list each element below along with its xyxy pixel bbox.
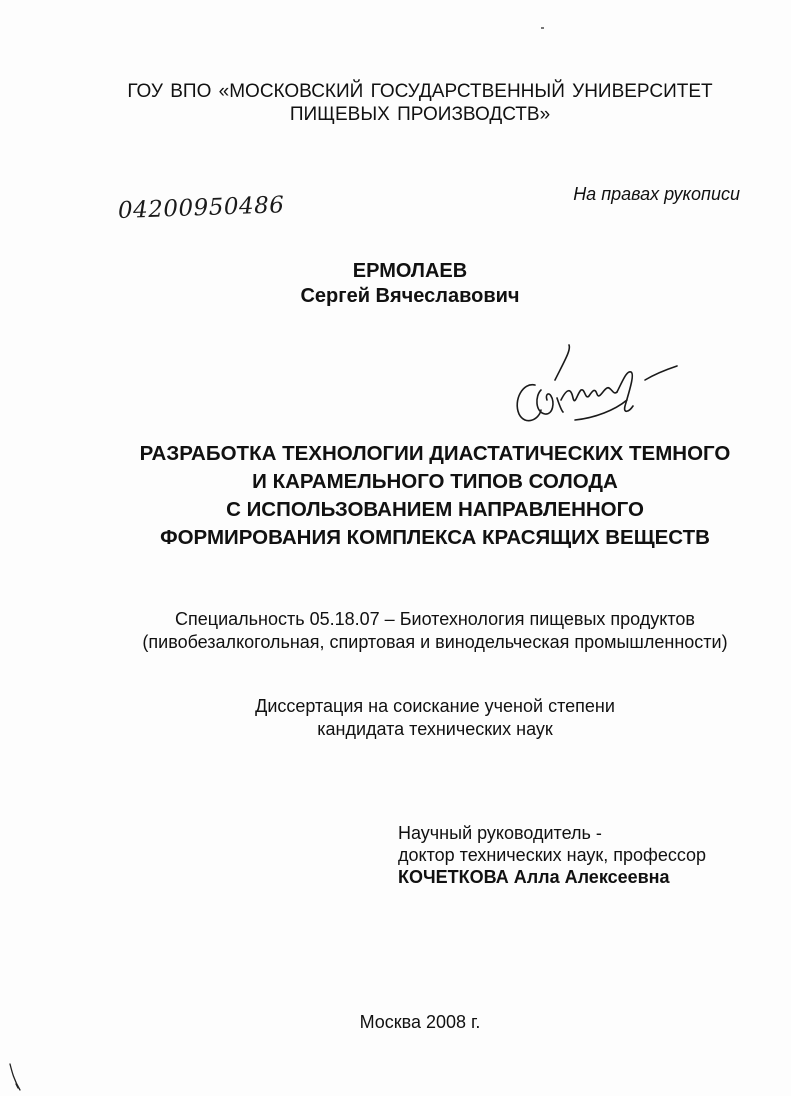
supervisor-block: [398, 822, 768, 888]
supervisor-degree: доктор технических наук, профессор: [398, 845, 707, 865]
specialty-block: [90, 608, 780, 654]
author-block: [150, 259, 670, 309]
specialty-line-2: (пивобезалкогольная, спиртовая и винодельческая промышленности): [142, 632, 728, 652]
specialty-line-1: Специальность 05.18.07 – Биотехнология пищевых продуктов: [175, 609, 695, 629]
institution-header: [60, 80, 780, 126]
institution-line-2: ПИЩЕВЫХ ПРОИЗВОДСТВ»: [289, 104, 551, 125]
title-line-2: И КАРАМЕЛЬНОГО ТИПОВ СОЛОДА: [252, 470, 618, 493]
rights-note: На правах рукописи: [573, 184, 740, 204]
scan-speck: [541, 27, 544, 29]
author-signature: [505, 340, 685, 435]
degree-block: [150, 695, 720, 741]
city-year: Москва 2008 г.: [359, 1012, 481, 1032]
dissertation-title: [95, 440, 775, 552]
handwritten-registration-number: 04200950486: [117, 192, 285, 224]
degree-line-1: Диссертация на соискание ученой степени: [255, 696, 615, 716]
title-line-1: РАЗРАБОТКА ТЕХНОЛОГИИ ДИАСТАТИЧЕСКИХ ТЕМНОГО: [139, 442, 731, 465]
scan-artifact-mark: [6, 1062, 36, 1096]
degree-line-2: кандидата технических наук: [317, 719, 553, 739]
title-line-3: С ИСПОЛЬЗОВАНИЕМ НАПРАВЛЕННОГО: [226, 498, 644, 521]
supervisor-name: КОЧЕТКОВА Алла Алексеевна: [398, 867, 670, 887]
supervisor-role: Научный руководитель -: [398, 823, 602, 843]
institution-line-1: ГОУ ВПО «МОСКОВСКИЙ ГОСУДАРСТВЕННЫЙ УНИВЕРСИТЕТ: [127, 81, 713, 102]
author-surname: ЕРМОЛАЕВ: [352, 260, 468, 282]
author-given-names: Сергей Вячеславович: [300, 285, 520, 307]
title-line-4: ФОРМИРОВАНИЯ КОМПЛЕКСА КРАСЯЩИХ ВЕЩЕСТВ: [160, 526, 710, 549]
